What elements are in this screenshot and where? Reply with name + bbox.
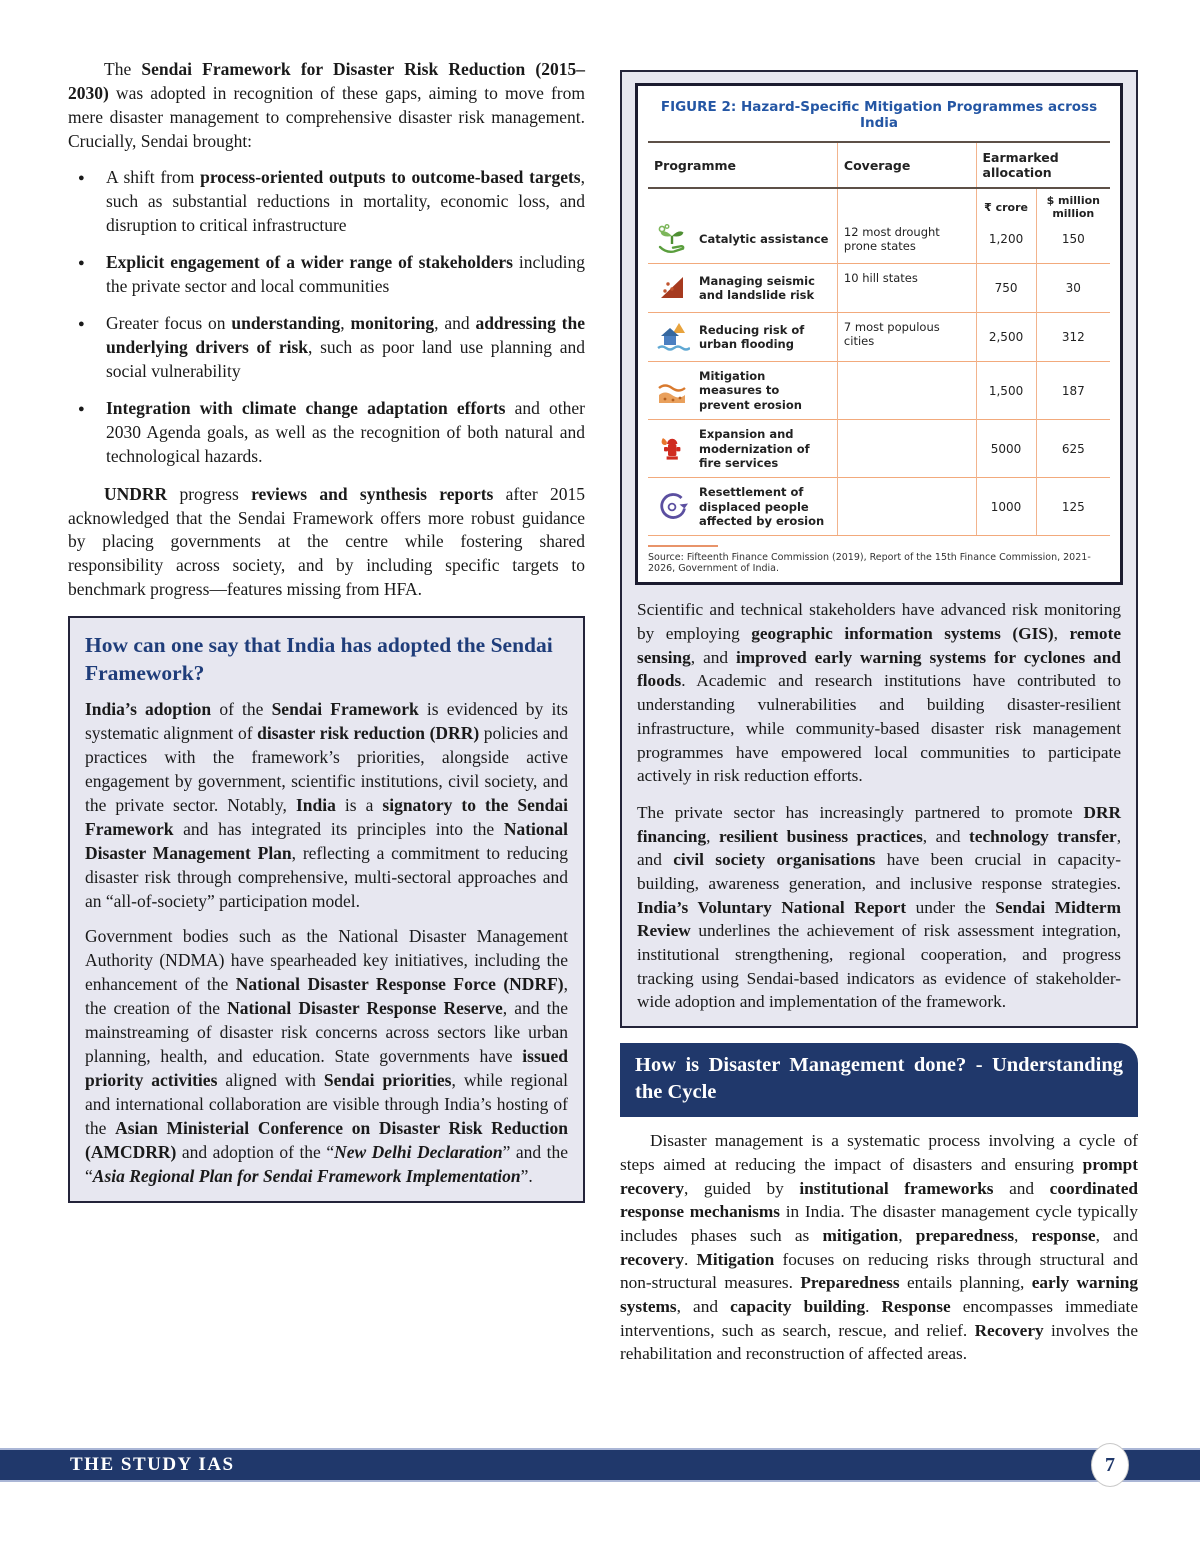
programme-name: Managing seismic and landslide risk	[699, 273, 815, 302]
figure-source: Source: Fifteenth Finance Commission (2019), Report of the 15th Finance Commission, 2021-2026, Government of India.	[648, 552, 1091, 575]
bullet-text: Explicit engagement of a wider range of stakeholders including the private sector and local communities	[106, 251, 585, 296]
catalytic-assistance-icon	[654, 222, 690, 256]
bullet-text: A shift from process-oriented outputs to outcome-based targets, such as substantial reductions in mortality, economic loss, and disruption to critical infrastructure	[106, 166, 585, 235]
page-number: 7	[1105, 1453, 1115, 1476]
footer-bar	[0, 1448, 1200, 1482]
right-column	[620, 70, 1138, 1374]
undrr-paragraph: UNDRR progress reviews and synthesis reports after 2015 acknowledged that the Sendai Framework offers more robust guidance by placing governments at the centre while fostering shared responsibility across society, and by including specific targets to benchmark progress—features missing from HFA.	[68, 483, 585, 600]
million-cell: 312	[1036, 313, 1110, 362]
table-row	[648, 478, 1110, 536]
crore-cell: 1,500	[976, 362, 1036, 420]
programme-name: Catalytic assistance	[699, 231, 829, 246]
subheader-million: $ million million	[1036, 188, 1110, 220]
programme-name: Mitigation measures to prevent erosion	[699, 369, 802, 412]
table-row	[648, 420, 1110, 478]
table-subheader-row	[648, 188, 1110, 220]
source-rule	[648, 545, 718, 547]
bullet-icon: ●	[78, 317, 85, 330]
million-cell: 625	[1036, 420, 1110, 478]
table-header-row	[648, 142, 1110, 188]
coverage-cell: 7 most populous cities	[837, 313, 976, 362]
coverage-cell	[837, 420, 976, 478]
coverage-cell: 12 most drought prone states	[837, 220, 976, 264]
erosion-mitigation-icon	[654, 374, 690, 408]
cycle-paragraph: Disaster management is a systematic process involving a cycle of steps aimed at reducing the impact of disasters and ensuring prompt recovery, guided by institutional frameworks and coordinated response mechanisms in India. The disaster management cycle typically includes phases such as mitigation, preparedness, response, and recovery. Mitigation focuses on reducing risks through structural and non-structural measures. Preparedness entails planning, early warning systems, and capacity building. Response encompasses immediate interventions, such as search, rescue, and relief. Recovery involves the rehabilitation and reconstruction of affected areas.	[620, 1131, 1139, 1364]
left-column	[68, 58, 585, 1203]
coverage-cell	[837, 478, 976, 536]
table-row	[648, 220, 1110, 264]
brand-name: THE STUDY IAS	[70, 1454, 235, 1475]
bullet-icon: ●	[78, 402, 85, 415]
figure-2	[635, 83, 1123, 585]
million-cell: 30	[1036, 264, 1110, 313]
subheader-crore: ₹ crore	[976, 188, 1036, 220]
section-heading-disaster-cycle: How is Disaster Management done? - Understanding the Cycle	[620, 1043, 1138, 1117]
private-sector-paragraph: The private sector has increasingly partnered to promote DRR financing, resilient business practices, and technology transfer, and civil society organisations have been crucial in capacity-building, awareness generation, and inclusive response strategies. India’s Voluntary National Report under the Sendai Midterm Review underlines the achievement of risk assessment integration, institutional strengthening, regional cooperation, and progress tracking using Sendai-based indicators as evidence of stakeholder-wide adoption and implementation of the framework.	[637, 802, 1122, 1012]
list-item	[68, 166, 585, 238]
urban-flooding-icon	[654, 320, 690, 354]
intro-paragraph: The Sendai Framework for Disaster Risk Reduction (2015–2030) was adopted in recognition of these gaps, aiming to move from mere disaster management to comprehensive disaster risk management. Crucially, Sendai brought:	[68, 59, 585, 151]
bullet-text: Integration with climate change adaptation efforts and other 2030 Agenda goals, as well as the recognition of both natural and technological hazards.	[106, 397, 585, 466]
programme-name: Expansion and modernization of fire services	[699, 427, 810, 470]
column-header-programme: Programme	[648, 142, 837, 188]
bullet-text: Greater focus on understanding, monitoring, and addressing the underlying drivers of risk, such as poor land use planning and social vulnerability	[106, 312, 586, 381]
sendai-bullet-list	[68, 166, 585, 469]
million-cell: 150	[1036, 220, 1110, 264]
scientific-paragraph: Scientific and technical stakeholders have advanced risk monitoring by employing geographic information systems (GIS), remote sensing, and improved early warning systems for cyclones and floods. Academic and research institutions have contributed to understanding vulnerabilities and building disaster-resilient infrastructure, while community-based disaster risk management programmes have empowered local communities to participate actively in risk reduction efforts.	[637, 600, 1121, 786]
coverage-cell: 10 hill states	[837, 264, 976, 313]
seismic-landslide-icon	[654, 271, 690, 305]
box-heading: How can one say that India has adopted the Sendai Framework?	[85, 633, 553, 686]
column-header-allocation: Earmarked allocation	[976, 142, 1110, 188]
crore-cell: 1,200	[976, 220, 1036, 264]
crore-cell: 1000	[976, 478, 1036, 536]
column-header-coverage: Coverage	[837, 142, 976, 188]
bullet-icon: ●	[78, 256, 85, 269]
programme-name: Resettlement of displaced people affected by erosion	[699, 485, 825, 528]
crore-cell: 2,500	[976, 313, 1036, 362]
crore-cell: 5000	[976, 420, 1036, 478]
crore-cell: 750	[976, 264, 1036, 313]
table-row	[648, 362, 1110, 420]
table-row	[648, 264, 1110, 313]
bullet-icon: ●	[78, 171, 85, 184]
table-row	[648, 313, 1110, 362]
programme-name: Reducing risk of urban flooding	[699, 322, 805, 351]
fire-services-icon	[654, 432, 690, 466]
list-item	[68, 251, 585, 299]
figure-title: FIGURE 2: Hazard-Specific Mitigation Programmes across India	[660, 99, 1098, 131]
stakeholders-box	[620, 70, 1138, 1028]
page-number-badge	[1091, 1443, 1129, 1487]
million-cell: 125	[1036, 478, 1110, 536]
mitigation-programmes-table	[648, 141, 1110, 536]
box-paragraph: India’s adoption of the Sendai Framework is evidenced by its systematic alignment of disaster risk reduction (DRR) policies and practices with the framework’s priorities, alongside active engagement by government, scientific institutions, civil society, and the private sector. Notably, India is a signatory to the Sendai Framework and has integrated its principles into the National Disaster Management Plan, reflecting a commitment to reducing disaster risk through comprehensive, multi-sectoral approaches and an “all-of-society” participation model.	[85, 699, 569, 911]
million-cell: 187	[1036, 362, 1110, 420]
resettlement-icon	[654, 490, 690, 524]
india-adoption-box	[68, 616, 585, 1202]
box-paragraph: Government bodies such as the National Disaster Management Authority (NDMA) have spearheaded key initiatives, including the enhancement of the National Disaster Response Force (NDRF), the creation of the National Disaster Response Reserve, and the mainstreaming of disaster risk concerns across sectors like urban planning, health, and education. State governments have issued priority activities aligned with Sendai priorities, while regional and international collaboration are visible through India’s hosting of the Asian Ministerial Conference on Disaster Risk Reduction (AMCDRR) and adoption of the “New Delhi Declaration” and the “Asia Regional Plan for Sendai Framework Implementation”.	[85, 925, 569, 1186]
list-item	[68, 312, 585, 384]
list-item	[68, 397, 585, 469]
coverage-cell	[837, 362, 976, 420]
